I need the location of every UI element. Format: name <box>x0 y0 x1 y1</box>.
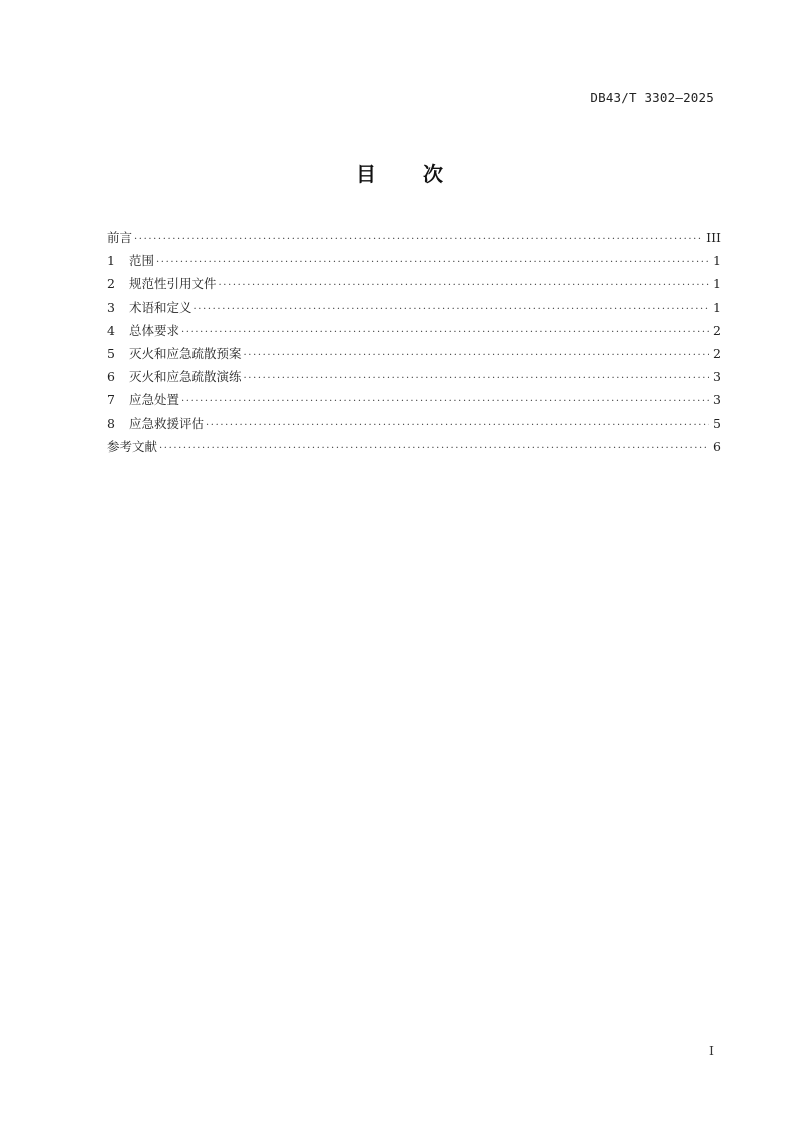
table-of-contents <box>107 226 721 458</box>
toc-entry-label: 参考文献 <box>107 438 158 454</box>
toc-leader-dots <box>244 344 709 367</box>
toc-entry-label: 前言 <box>107 230 133 245</box>
toc-entry-label: 灭火和应急疏散演练 <box>129 369 242 385</box>
toc-entry-2[interactable] <box>107 272 721 295</box>
toc-entry-label: 应急救援评估 <box>129 415 205 431</box>
toc-entry-1[interactable] <box>107 249 721 272</box>
toc-entry-label: 范围 <box>129 253 155 269</box>
toc-entry-foreword[interactable] <box>107 226 721 249</box>
toc-leader-dots <box>219 274 709 297</box>
toc-leader-dots <box>206 414 709 437</box>
toc-entry-number: 3 <box>107 299 115 315</box>
toc-entry-8[interactable] <box>107 412 721 435</box>
toc-entry-references[interactable] <box>107 435 721 458</box>
toc-entry-page: 2 <box>713 345 721 361</box>
toc-leader-dots <box>194 298 709 321</box>
toc-entry-page: 6 <box>713 438 721 454</box>
toc-leader-dots <box>181 390 709 413</box>
toc-entry-4[interactable] <box>107 319 721 342</box>
toc-leader-dots <box>134 228 702 251</box>
toc-title-char-1: 目 <box>356 162 377 186</box>
toc-title-char-2: 次 <box>423 162 444 186</box>
toc-entry-page: 1 <box>713 299 721 315</box>
toc-entry-page: 1 <box>713 253 721 269</box>
page-number: I <box>709 1043 714 1058</box>
toc-entry-label: 总体要求 <box>129 322 180 338</box>
toc-entry-page: 3 <box>713 369 721 385</box>
toc-entry-number: 1 <box>107 253 115 269</box>
toc-entry-page: 1 <box>713 276 721 292</box>
toc-entry-5[interactable] <box>107 342 721 365</box>
toc-entry-page: 5 <box>713 415 721 431</box>
toc-entry-7[interactable] <box>107 388 721 411</box>
toc-entry-number: 4 <box>107 322 115 338</box>
toc-entry-page: 2 <box>713 322 721 338</box>
toc-entry-label: 术语和定义 <box>129 299 192 315</box>
toc-entry-number: 2 <box>107 276 115 292</box>
toc-leader-dots <box>156 251 709 274</box>
toc-entry-label: 应急处置 <box>129 392 180 408</box>
toc-entry-number: 7 <box>107 392 115 408</box>
toc-entry-label: 规范性引用文件 <box>129 276 217 292</box>
toc-leader-dots <box>244 367 709 390</box>
toc-entry-6[interactable] <box>107 365 721 388</box>
toc-entry-3[interactable] <box>107 296 721 319</box>
toc-entry-page: 3 <box>713 392 721 408</box>
toc-entry-label: 灭火和应急疏散预案 <box>129 345 242 361</box>
toc-entry-number: 6 <box>107 369 115 385</box>
document-code: DB43/T 3302—2025 <box>590 90 714 105</box>
toc-leader-dots <box>181 321 709 344</box>
toc-leader-dots <box>159 437 709 460</box>
toc-title <box>0 158 800 187</box>
toc-entry-number: 5 <box>107 345 115 361</box>
toc-entry-number: 8 <box>107 415 115 431</box>
toc-entry-page: III <box>706 230 721 245</box>
